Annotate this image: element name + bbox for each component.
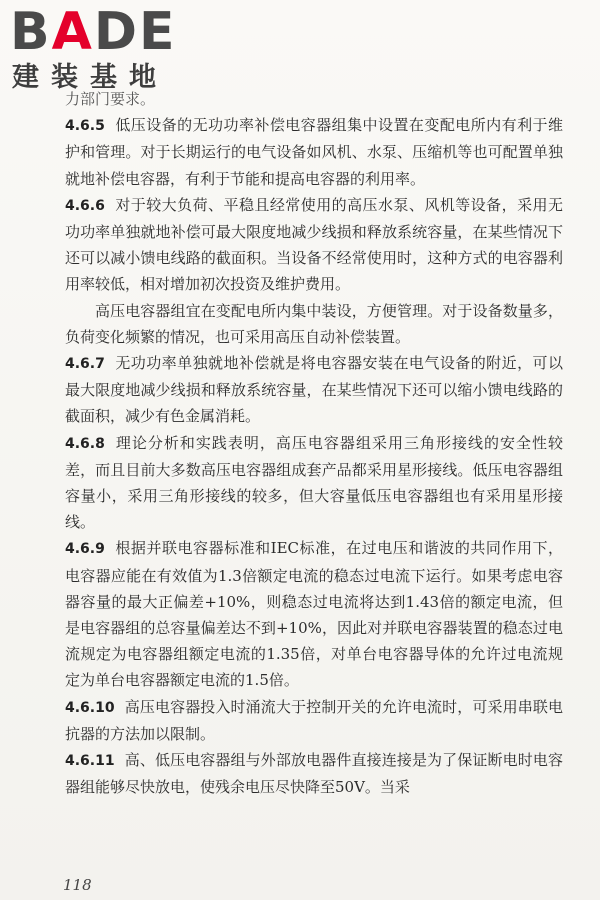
section-text: 无功功率单独就地补偿就是将电容器安装在电气设备的附近，可以最大限度地减少线损和释放系统容量，在某些情况下还可以缩小馈电线路的截面积，减少有色金属消耗。 (65, 354, 563, 426)
section-number: 4.6.7 (65, 356, 105, 373)
section-text: 低压设备的无功功率补偿电容器组集中设置在变配电所内有利于维护和管理。对于长期运行的电气设备如风机、水泵、压缩机等也可配置单独就地补偿电容器，有利于节能和提高电容器的利用率。 (65, 116, 563, 188)
section-text: 高压电容器投入时涌流大于控制开关的允许电流时，可采用串联电抗器的方法加以限制。 (65, 697, 563, 743)
section-number: 4.6.9 (65, 541, 105, 558)
section-4-6-11 (65, 747, 563, 800)
section-number: 4.6.5 (65, 118, 105, 135)
section-text: 对于较大负荷、平稳且经常使用的高压水泵、风机等设备，采用无功功率单独就地补偿可最大限度地减少线损和释放系统容量，在某些情况下还可以减小馈电线路的截面积。当设备不经常使用时，这种方式的电容器利用率较低，相对增加初次投资及维护费用。 (65, 195, 563, 294)
section-number: 4.6.11 (65, 753, 115, 770)
section-text: 理论分析和实践表明，高压电容器组采用三角形接线的安全性较差，而且目前大多数高压电容器组成套产品都采用星形接线。低压电容器组容量小，采用三角形接线的较多，但大容量低压电容器组也有采用星形接线。 (65, 433, 563, 532)
paragraph-high-voltage-capacitor (65, 298, 563, 350)
logo-letter-a: A (51, 2, 94, 62)
section-text: 根据并联电容器标准和IEC标准，在过电压和谐波的共同作用下，电容器应能在有效值为1.3倍额定电流的稳态过电流下运行。如果考虑电容器容量的最大正偏差+10%，则稳态过电流将达到1.43倍的额定电流，但是电容器组的总容量偏差达不到+10%，因此对并联电容器装置的稳态过电流规定为电容器组额定电流的1.35倍，对单台电容器导体的允许过电流规定为单台电容器额定电流的1.5倍。 (65, 539, 563, 690)
section-4-6-8 (65, 430, 563, 536)
page-number: 118 (63, 876, 92, 894)
bade-logo (6, 4, 181, 96)
paragraph-text: 高压电容器组宜在变配电所内集中装设，方便管理。对于设备数量多，负荷变化频繁的情况，也可采用高压自动补偿装置。 (65, 301, 563, 346)
continuation-text: 力部门要求。 (65, 90, 156, 108)
logo-subtitle: 建装基地 (12, 62, 168, 93)
section-number: 4.6.8 (65, 435, 105, 452)
logo-letters-de: DE (93, 2, 177, 62)
section-4-6-6 (65, 192, 563, 298)
section-4-6-5 (65, 112, 563, 192)
section-4-6-7 (65, 350, 563, 430)
section-text: 高、低压电容器组与外部放电器件直接连接是为了保证断电时电容器组能够尽快放电，使残余电压尽快降至50V。当采 (65, 751, 563, 797)
section-4-6-9 (65, 535, 563, 693)
section-number: 4.6.6 (65, 197, 105, 214)
logo-wordmark (10, 4, 177, 60)
logo-letter-b: B (10, 2, 52, 62)
document-body (65, 86, 563, 800)
section-4-6-10 (65, 694, 563, 747)
section-number: 4.6.10 (65, 699, 115, 716)
